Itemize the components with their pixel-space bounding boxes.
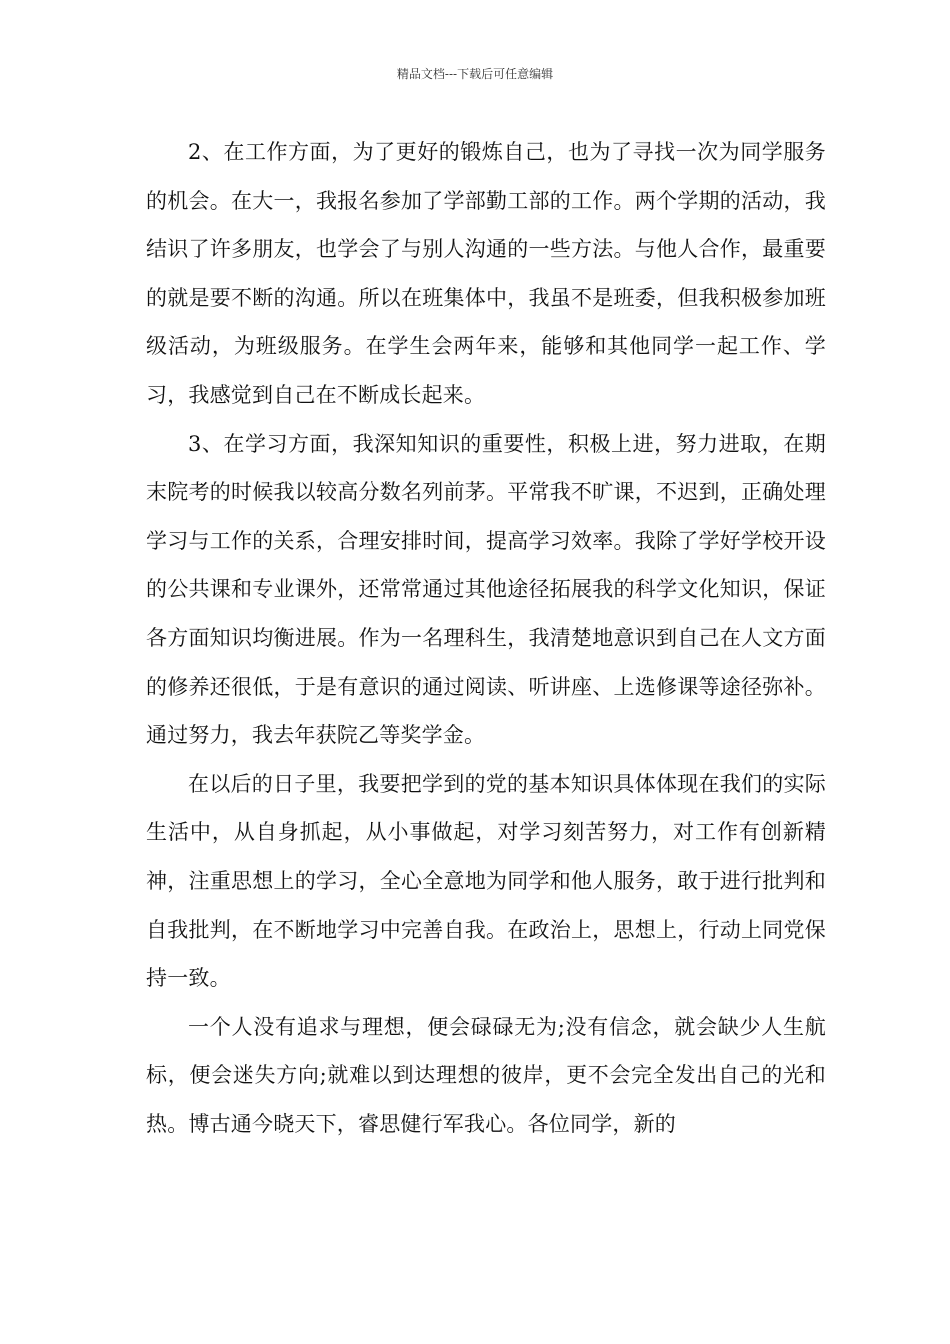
page-header: 精品文档---下载后可任意编辑 (396, 67, 554, 81)
paragraph-work: 2、在工作方面，为了更好的锻炼自己，也为了寻找一次为同学服务的机会。在大一，我报名参加了学部勤工部的工作。两个学期的活动，我结识了许多朋友，也学会了与别人沟通的一些方法。与他人合作，最重要的就是要不断的沟通。所以在班集体中，我虽不是班委，但我积极参加班级活动，为班级服务。在学生会两年来，能够和其他同学一起工作、学习，我感觉到自己在不断成长起来。 (146, 140, 826, 407)
paragraph-future: 在以后的日子里，我要把学到的党的基本知识具体体现在我们的实际生活中，从自身抓起，从小事做起，对学习刻苦努力，对工作有创新精神，注重思想上的学习，全心全意地为同学和他人服务，敢于进行批判和自我批判，在不断地学习中完善自我。在政治上，思想上，行动上同党保持一致。 (146, 771, 826, 991)
paragraph-ideals: 一个人没有追求与理想，便会碌碌无为;没有信念，就会缺少人生航标，便会迷失方向;就难以到达理想的彼岸，更不会完全发出自己的光和热。博古通今晓天下，睿思健行军我心。各位同学，新的 (146, 1014, 826, 1136)
document-body (146, 128, 826, 1148)
paragraph-study: 3、在学习方面，我深知知识的重要性，积极上进，努力进取，在期末院考的时候我以较高分数名列前茅。平常我不旷课，不迟到，正确处理学习与工作的关系，合理安排时间，提高学习效率。我除了学好学校开设的公共课和专业课外，还常常通过其他途径拓展我的科学文化知识，保证各方面知识均衡进展。作为一名理科生，我清楚地意识到自己在人文方面的修养还很低，于是有意识的通过阅读、听讲座、上选修课等途径弥补。通过努力，我去年获院乙等奖学金。 (146, 431, 826, 748)
